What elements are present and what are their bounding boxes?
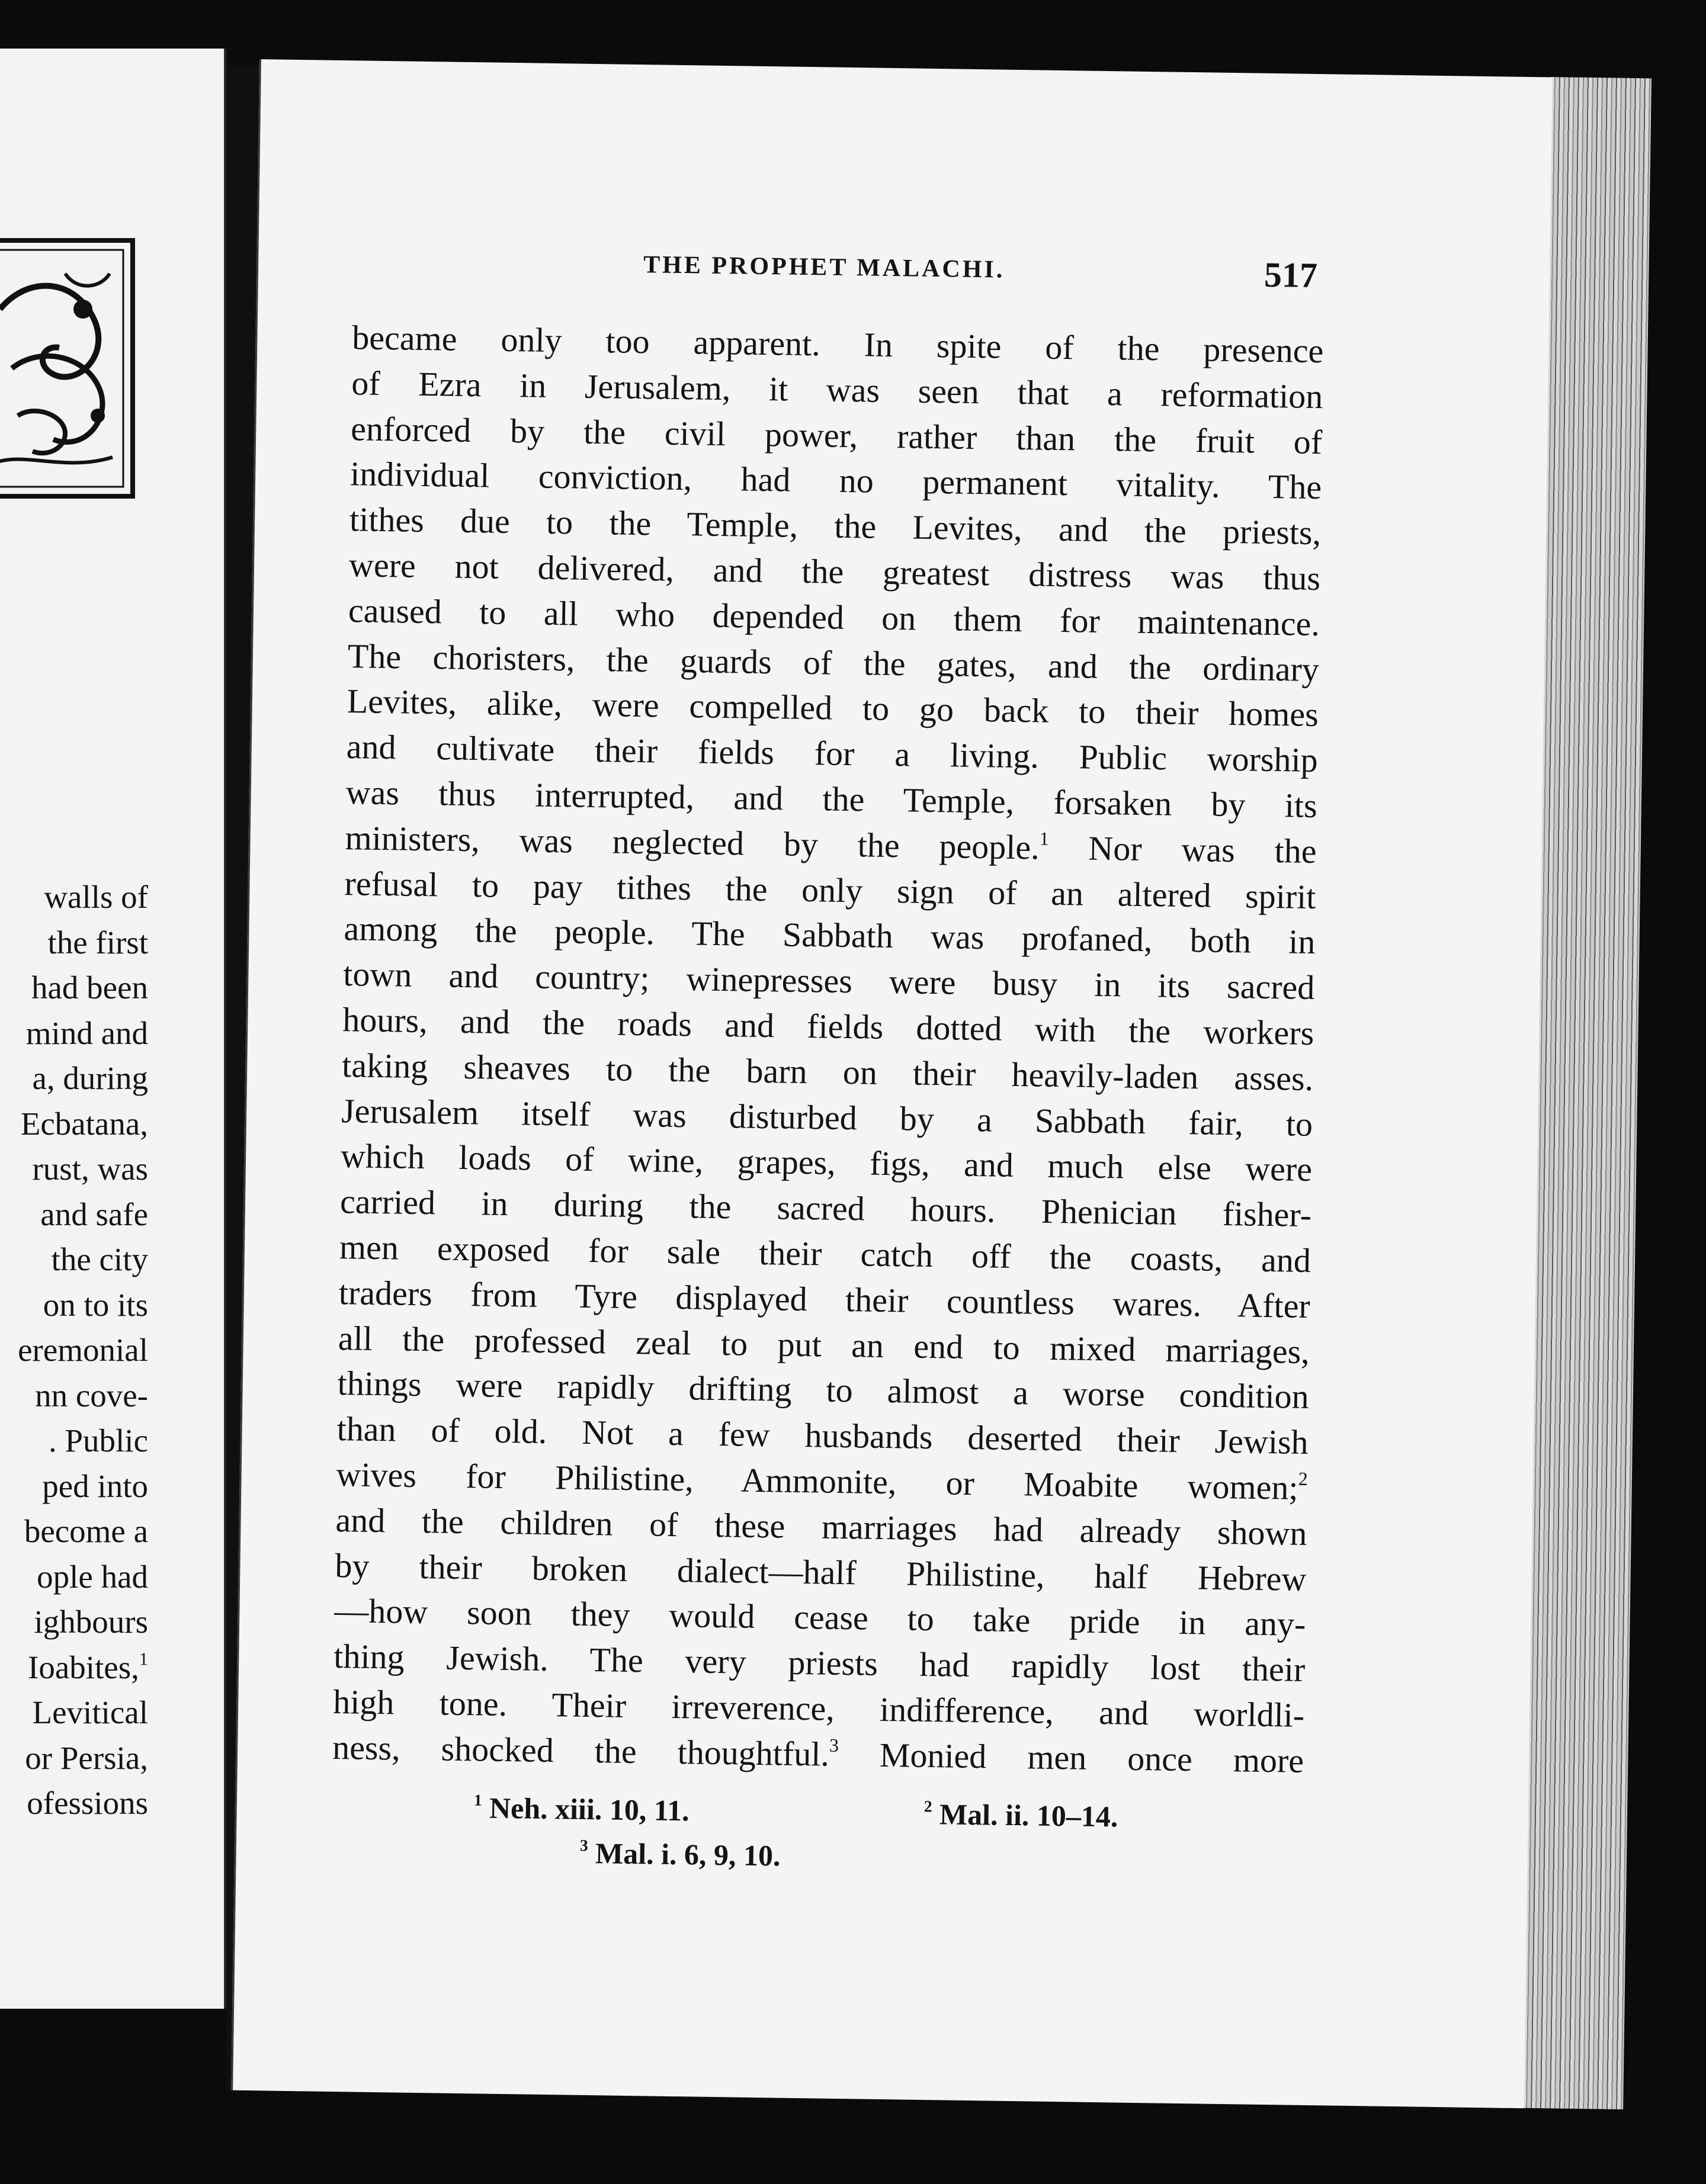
footnote-marker: 1: [473, 1790, 482, 1809]
left-line: ople had: [37, 1558, 148, 1595]
body-line-text: by their broken dialect—half Philistine, half Hebrew: [335, 1546, 1307, 1598]
body-line-text: Jerusalem itself was disturbed by a Sabbath fair, to: [341, 1091, 1313, 1144]
body-line-text: which loads of wine, grapes, figs, and much else were: [340, 1136, 1313, 1189]
body-line-text: thing Jewish. The very priests had rapidly lost their: [333, 1637, 1306, 1690]
footnote-3: [579, 1831, 781, 1878]
left-line: [18, 1645, 148, 1691]
left-line: Levitical: [32, 1694, 148, 1730]
body-line-text: ministers, was neglected by the people.: [345, 818, 1040, 867]
left-line: ofessions: [27, 1785, 148, 1821]
footnote-text: Mal. i. 6, 9, 10.: [595, 1836, 781, 1873]
footnote-text: Mal. ii. 10–14.: [939, 1797, 1118, 1833]
footnote-2: [923, 1792, 1118, 1839]
left-line: Ecbatana,: [20, 1105, 148, 1142]
left-facing-page: [0, 49, 226, 2009]
body-line-text: carried in during the sacred hours. Phenician fisher-: [339, 1182, 1312, 1235]
left-line: walls of: [44, 879, 148, 915]
footnote-marker: 2: [923, 1797, 932, 1816]
left-page-text: [18, 875, 148, 1826]
body-line-text: hours, and the roads and fields dotted with the workers: [342, 1000, 1314, 1052]
page-number: 517: [1264, 255, 1318, 295]
footnote-marker: 3: [579, 1836, 588, 1855]
body-line-text: Levites, alike, were compelled to go back to their homes: [347, 682, 1319, 734]
body-line-text: —how soon they would cease to take pride in any-: [333, 1591, 1306, 1644]
body-line-text: things were rapidly drifting to almost a worse condition: [337, 1364, 1310, 1417]
footnote-reference: 3: [829, 1735, 839, 1756]
left-line: the first: [47, 924, 148, 961]
left-line: rust, was: [32, 1151, 148, 1187]
body-text: [332, 315, 1324, 1784]
body-line-text: traders from Tyre displayed their countless wares. After: [338, 1273, 1311, 1325]
body-line-text: Nor was the: [1048, 828, 1317, 871]
left-line: become a: [24, 1513, 148, 1549]
body-line-text: and cultivate their fields for a living. Public worship: [346, 727, 1319, 780]
left-line: nn cove-: [35, 1377, 148, 1414]
footnote-reference: 2: [1298, 1468, 1308, 1489]
footnote-reference: 1: [1039, 828, 1050, 849]
left-footnote-marker: 1: [139, 1648, 148, 1669]
left-line: ighbours: [34, 1604, 148, 1640]
body-line-text: of Ezra in Jerusalem, it was seen that a reformation: [351, 364, 1323, 416]
body-line-text: and the children of these marriages had already shown: [335, 1500, 1307, 1553]
left-line: mind and: [25, 1014, 148, 1051]
left-line: ped into: [42, 1467, 148, 1504]
footnotes: [331, 1784, 1303, 1885]
body-line-text: all the professed zeal to put an end to mixed marriages,: [338, 1318, 1310, 1371]
footnote-text: Neh. xiii. 10, 11.: [489, 1791, 690, 1828]
left-line: eremonial: [18, 1332, 148, 1368]
body-line-text: caused to all who depended on them for maintenance.: [348, 590, 1320, 643]
left-line: the city: [51, 1241, 148, 1277]
running-head: [258, 240, 1550, 306]
left-line: had been: [31, 969, 148, 1006]
body-line-text: among the people. The Sabbath was profaned, both in: [344, 909, 1316, 962]
body-line-text: were not delivered, and the greatest distress was thus: [348, 545, 1321, 598]
running-head-title: THE PROPHET MALACHI.: [643, 251, 1005, 284]
body-line-text: Monied men once more: [838, 1735, 1304, 1780]
body-line-text: than of old. Not a few husbands deserted their Jewish: [336, 1409, 1309, 1462]
body-line-text: tithes due to the Temple, the Levites, and the priests,: [349, 500, 1322, 553]
left-line: . Public: [48, 1422, 148, 1459]
footnote-1: [473, 1785, 690, 1832]
body-line-text: wives for Philistine, Ammonite, or Moabite women;: [336, 1454, 1298, 1507]
body-line-text: refusal to pay tithes the only sign of an altered spirit: [344, 863, 1316, 916]
left-line: on to its: [43, 1286, 148, 1323]
left-line: and safe: [40, 1196, 148, 1232]
body-line-text: individual conviction, had no permanent vitality. The: [349, 454, 1322, 507]
body-line-text: town and country; winepresses were busy in its sacred: [342, 955, 1315, 1007]
decorative-initial-ornament: [0, 238, 135, 499]
body-line-text: men exposed for sale their catch off the coasts, and: [339, 1228, 1311, 1280]
body-line-text: The choristers, the guards of the gates, and the ordinary: [347, 636, 1320, 689]
body-line-text: was thus interrupted, and the Temple, forsaken by its: [345, 773, 1318, 826]
body-line-text: ness, shocked the thoughtful.: [332, 1727, 830, 1774]
left-line: a, during: [32, 1060, 148, 1096]
left-line-text: Ioabites,: [28, 1649, 139, 1685]
right-page: [231, 59, 1553, 2108]
body-line-text: taking sheaves to the barn on their heavily-laden asses.: [341, 1045, 1314, 1098]
left-line: or Persia,: [25, 1739, 148, 1776]
body-line-text: became only too apparent. In spite of the presence: [352, 318, 1324, 371]
body-line-text: enforced by the civil power, rather than the fruit of: [350, 409, 1323, 461]
body-line-text: high tone. Their irreverence, indifference, and worldli-: [332, 1682, 1305, 1735]
